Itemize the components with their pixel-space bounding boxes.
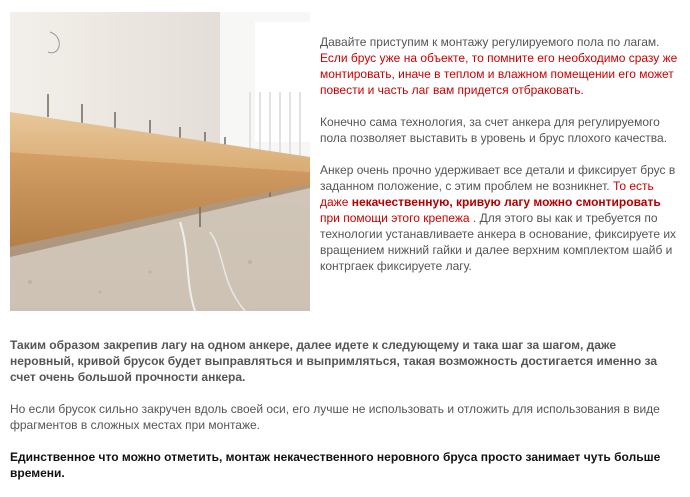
- floor-joist-photo: [10, 12, 310, 311]
- anchor-red-text-2: при помощи этого крепежа: [320, 211, 470, 225]
- twisted-beam-paragraph: Но если брусок сильно закручен вдоль своей оси, его лучше не использовать и отложить для использования в виде фрагментов в сложных местах при монтаже.: [10, 402, 660, 432]
- technology-paragraph: Конечно сама технология, за счет анкера для регулируемого пола позволяет выставить в уровень и брус плохого качества.: [320, 115, 668, 145]
- anchor-text-2: . Для этого вы как и требуется по технологии устанавливаете анкера в основание, фиксируете их вращением нижний гайки и далее верхним комплектом шайб и контргаек фиксируете лагу.: [320, 211, 677, 273]
- intro-warning-text: Если брус уже на объекте, то помните его необходимо сразу же монтировать, иначе в теплом и влажном помещении его может повести и часть лаг вам придется отбраковать.: [320, 51, 678, 97]
- intro-plain-text: Давайте приступим к монтажу регулируемого пола по лагам.: [320, 35, 660, 49]
- anchor-red-text-1: То есть даже: [320, 179, 654, 209]
- step-by-step-paragraph: Таким образом закрепив лагу на одном анкере, далее идете к следующему и така шаг за шагом, даже неровный, кривой брусок будет выправляться и выпримляться, такая возможность достигается именно за счет очень большой прочности анкера.: [10, 338, 658, 384]
- bottom-text: [10, 337, 682, 497]
- anchor-red-bold-text: некачественную, кривую лагу можно смонтировать: [351, 195, 661, 209]
- intro-paragraph: [320, 34, 682, 98]
- conclusion-paragraph: Единственное что можно отметить, монтаж некачественного неровного бруса просто занимает чуть больше времени.: [10, 450, 661, 480]
- right-column-text: [320, 34, 682, 290]
- anchor-paragraph: [320, 162, 682, 274]
- anchor-text-1: Анкер очень прочно удерживает все детали и фиксирует брус в заданном положение, с этим проблем не возникнет.: [320, 163, 676, 193]
